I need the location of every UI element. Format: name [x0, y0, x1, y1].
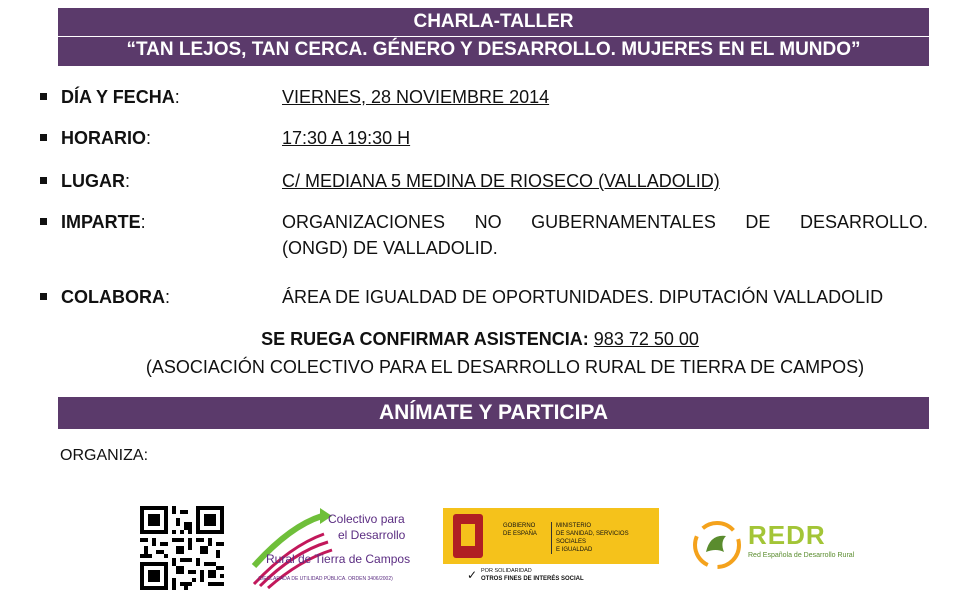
checkmark-icon: ✓: [467, 568, 478, 582]
call-to-action-banner: ANÍMATE Y PARTICIPA: [58, 397, 929, 429]
association-note: (ASOCIACIÓN COLECTIVO PARA EL DESARROLLO RURAL DE TIERRA DE CAMPOS): [145, 357, 865, 377]
bullet-icon: [40, 93, 47, 100]
rsvp-phone[interactable]: 983 72 50 00: [593, 329, 699, 349]
bullet-icon: [40, 293, 47, 300]
bullet-icon: [40, 177, 47, 184]
rsvp-line: [0, 326, 960, 352]
detail-label: COLABORA: [61, 287, 165, 307]
title-banner: [58, 8, 929, 66]
bullet-icon: [40, 218, 47, 225]
detail-value: C/ MEDIANA 5 MEDINA DE RIOSECO (VALLADOLID): [282, 171, 720, 191]
detail-value: ORGANIZACIONES NO GUBERNAMENTALES DE DESARROLLO. (ONGD) DE VALLADOLID.: [282, 212, 928, 258]
coat-of-arms-icon: [453, 514, 483, 558]
detail-value: ÁREA DE IGUALDAD DE OPORTUNIDADES. DIPUTACIÓN VALLADOLID: [282, 287, 884, 307]
organizer-label: ORGANIZA:: [60, 447, 149, 464]
detail-value: VIERNES, 28 NOVIEMBRE 2014: [282, 87, 550, 107]
redr-emblem-icon: [690, 518, 744, 572]
detail-label: DÍA Y FECHA: [61, 87, 175, 107]
colectivo-line4: (DECLARADA DE UTILIDAD PÚBLICA. ORDEN 3406/2002): [258, 576, 393, 582]
bullet-icon: [40, 134, 47, 141]
colectivo-line1: Colectivo para: [328, 512, 405, 526]
detail-value: 17:30 A 19:30 H: [282, 128, 411, 148]
colectivo-logo: [250, 506, 415, 590]
qr-code-icon: [140, 506, 224, 590]
redr-name: REDR: [748, 520, 826, 550]
rsvp-label: SE RUEGA CONFIRMAR ASISTENCIA:: [261, 329, 589, 349]
redr-tagline: Red Española de Desarrollo Rural: [748, 552, 855, 559]
detail-label: LUGAR: [61, 171, 125, 191]
redr-logo: [690, 516, 870, 576]
colectivo-line3: Rural de Tierra de Campos: [266, 552, 411, 566]
detail-label: HORARIO: [61, 128, 146, 148]
colectivo-line2: el Desarrollo: [338, 528, 406, 542]
event-type: CHARLA-TALLER: [413, 11, 574, 32]
detail-label: IMPARTE: [61, 212, 141, 232]
gobierno-logo: GOBIERNO DE ESPAÑA MINISTERIO DE SANIDAD, SERVICIOS SOCIALES E IGUALDAD ✓ POR SOLIDARIDAD OTROS FINES DE INTERÉS SOCIAL: [443, 508, 659, 588]
event-title: “TAN LEJOS, TAN CERCA. GÉNERO Y DESARROLLO. MUJERES EN EL MUNDO”: [58, 36, 929, 63]
